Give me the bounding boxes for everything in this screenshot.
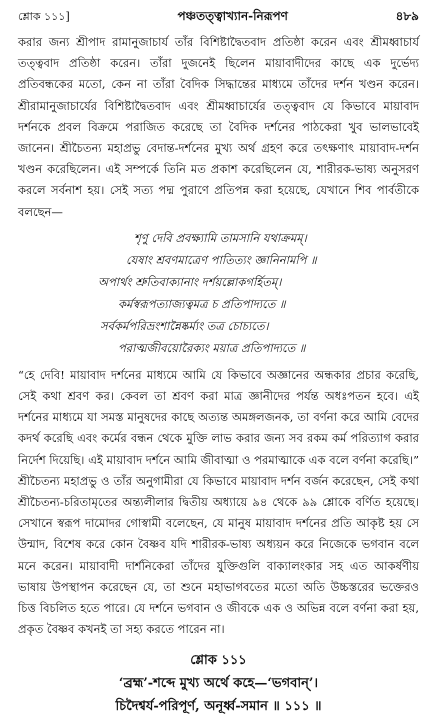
sloka-line-2: চিদৈশ্বর্য-পরিপূর্ণ, অনূর্ধ্ব-সমান ॥ ১১১ ॥ [115, 699, 322, 715]
purport-paragraph-2: “হে দেবি! মায়াবাদ দর্শনের মাধ্যমে আমি যে কিভাবে অজ্ঞানের অন্ধকার প্রচার করেছি, সেই কথা শ্রবণ কর। কেবল তা শ্রবণ করা মাত্র জ্ঞানীদের পর্যন্ত অধঃপতন হবে। এই দর্শনের মাধ্যমে যা সমস্ত মানুষদের কাছে অত্যন্ত অমঙ্গলজনক, তা বর্ণনা করে আমি বেদের কদর্থ করেছি এবং কর্মের বন্ধন থেকে মুক্তি লাভ করার জন্য সব রকম কর্ম পরিত্যাগ করার নির্দেশ দিয়েছি। এই মায়াবাদ দর্শনে আমি জীবাত্মা ও পরমাত্মাকে এক বলে বর্ণনা করেছি।” শ্রীচৈতন্য মহাপ্রভু ও তাঁর অনুগামীরা যে কিভাবে মায়াবাদ দর্শন বর্জন করেছেন, সেই কথা শ্রীচৈতন্য-চরিতামৃতের অন্ত্যলীলার দ্বিতীয় অধ্যায়ে ৯৪ থেকে ৯৯ শ্লোকে বর্ণিত হয়েছে। সেখানে স্বরূপ দামোদর গোস্বামী বলেছেন, যে মানুষ মায়াবাদ দর্শনের প্রতি আকৃষ্ট হয় সে উন্মাদ, বিশেষ করে কোন বৈষ্ণব যদি শারীরক-ভাষ্য অধ্যয়ন করে নিজেকে ভগবান বলে মনে করেন। মায়াবাদী দার্শনিকেরা তাঁদের যুক্তিগুলি বাক্যালংকার সহ এত আকর্ষণীয় ভাষায় উপস্থাপন করেছেন যে, তা শুনে মহাভাগবতের মতো অতি উচ্চস্তরের ভক্তেরও চিত্ত বিচলিত হতে পারে। যে দর্শনে ভগবান ও জীবকে এক ও অভিন্ন বলে বর্ণনা করা হয়, প্রকৃত বৈষ্ণব কখনই তা সহ্য করতে পারেন না। [18, 367, 419, 637]
page-header [18, 8, 419, 30]
verse-line: শৃণু দেবি প্রবক্ষ্যামি তামসানি যথাক্রমম্। [134, 230, 307, 245]
page-number: ৪৮৯ [395, 9, 419, 23]
verse-line: কর্মস্বরূপত্যাজ্যত্বমত্র চ প্রতিপাদ্যতে ॥ [118, 296, 286, 311]
header-verse-ref: শ্লোক ১১১] [18, 10, 70, 23]
purport-paragraph-1: করার জন্য শ্রীপাদ রামানুজাচার্য তাঁর বিশিষ্টাদ্বৈতবাদ প্রতিষ্ঠা করেন এবং শ্রীমধ্বাচার্য তত্ত্ববাদ প্রতিষ্ঠা করেন। তাঁরা দুজনেই ছিলেন মায়াবাদীদের কাছে এক দুর্ভেদ্য প্রতিবন্ধকের মতো, কেন না তাঁরা বৈদিক সিদ্ধান্তের মাধ্যমে তাঁদের দর্শন খণ্ডন করেন। শ্রীরামানুজাচার্যের বিশিষ্টাদ্বৈতবাদ এবং শ্রীমধ্বাচার্যের তত্ত্ববাদ যে কিভাবে মায়াবাদ দর্শনকে প্রবল বিক্রমে পরাজিত করেছে তা বৈদিক দর্শনের পাঠকেরা খুব ভালভাবেই জানেন। শ্রীচৈতন্য মহাপ্রভু বেদান্ত-দর্শনের মুখ্য অর্থ গ্রহণ করে তৎক্ষণাৎ মায়াবাদ-দর্শন খণ্ডন করেছিলেন। এই সম্পর্কে তিনি মত প্রকাশ করেছিলেন যে, শারীরক-ভাষ্য অনুসরণ করলে সর্বনাশ হয়। সেই সত্য পদ্ম পুরাণে প্রতিপন্ন করা হয়েছে, যেখানে শিব পার্বতীকে বলছেন— [18, 35, 419, 219]
verse-line: সর্বকর্মপরিভ্রংশান্নৈষ্কর্ম্যং তত্র চোচ্যতে। [100, 318, 269, 333]
sloka-section [18, 650, 419, 718]
sloka-line-1: ‘ব্রহ্ম’-শব্দে মুখ্য অর্থে কহে—‘ভগবান্’। [118, 676, 319, 692]
header-chapter-title: পঞ্চতত্ত্বাখ্যান-নিরূপণ [177, 9, 288, 23]
verse-line: পরাত্মজীবয়োরৈক্যং ময়াত্র প্রতিপাদ্যতে ॥ [118, 340, 306, 355]
verse-line: অপার্থং শ্রুতিবাক্যানাং দর্শয়ল্লোকগর্হিতম্। [98, 274, 282, 289]
sloka-title: শ্লোক ১১১ [190, 653, 247, 669]
verse-line: যেষাং শ্রবণমাত্রেণ পাতিত্যং জ্ঞানিনামপি ॥ [126, 252, 317, 267]
padma-purana-verse [18, 227, 419, 359]
